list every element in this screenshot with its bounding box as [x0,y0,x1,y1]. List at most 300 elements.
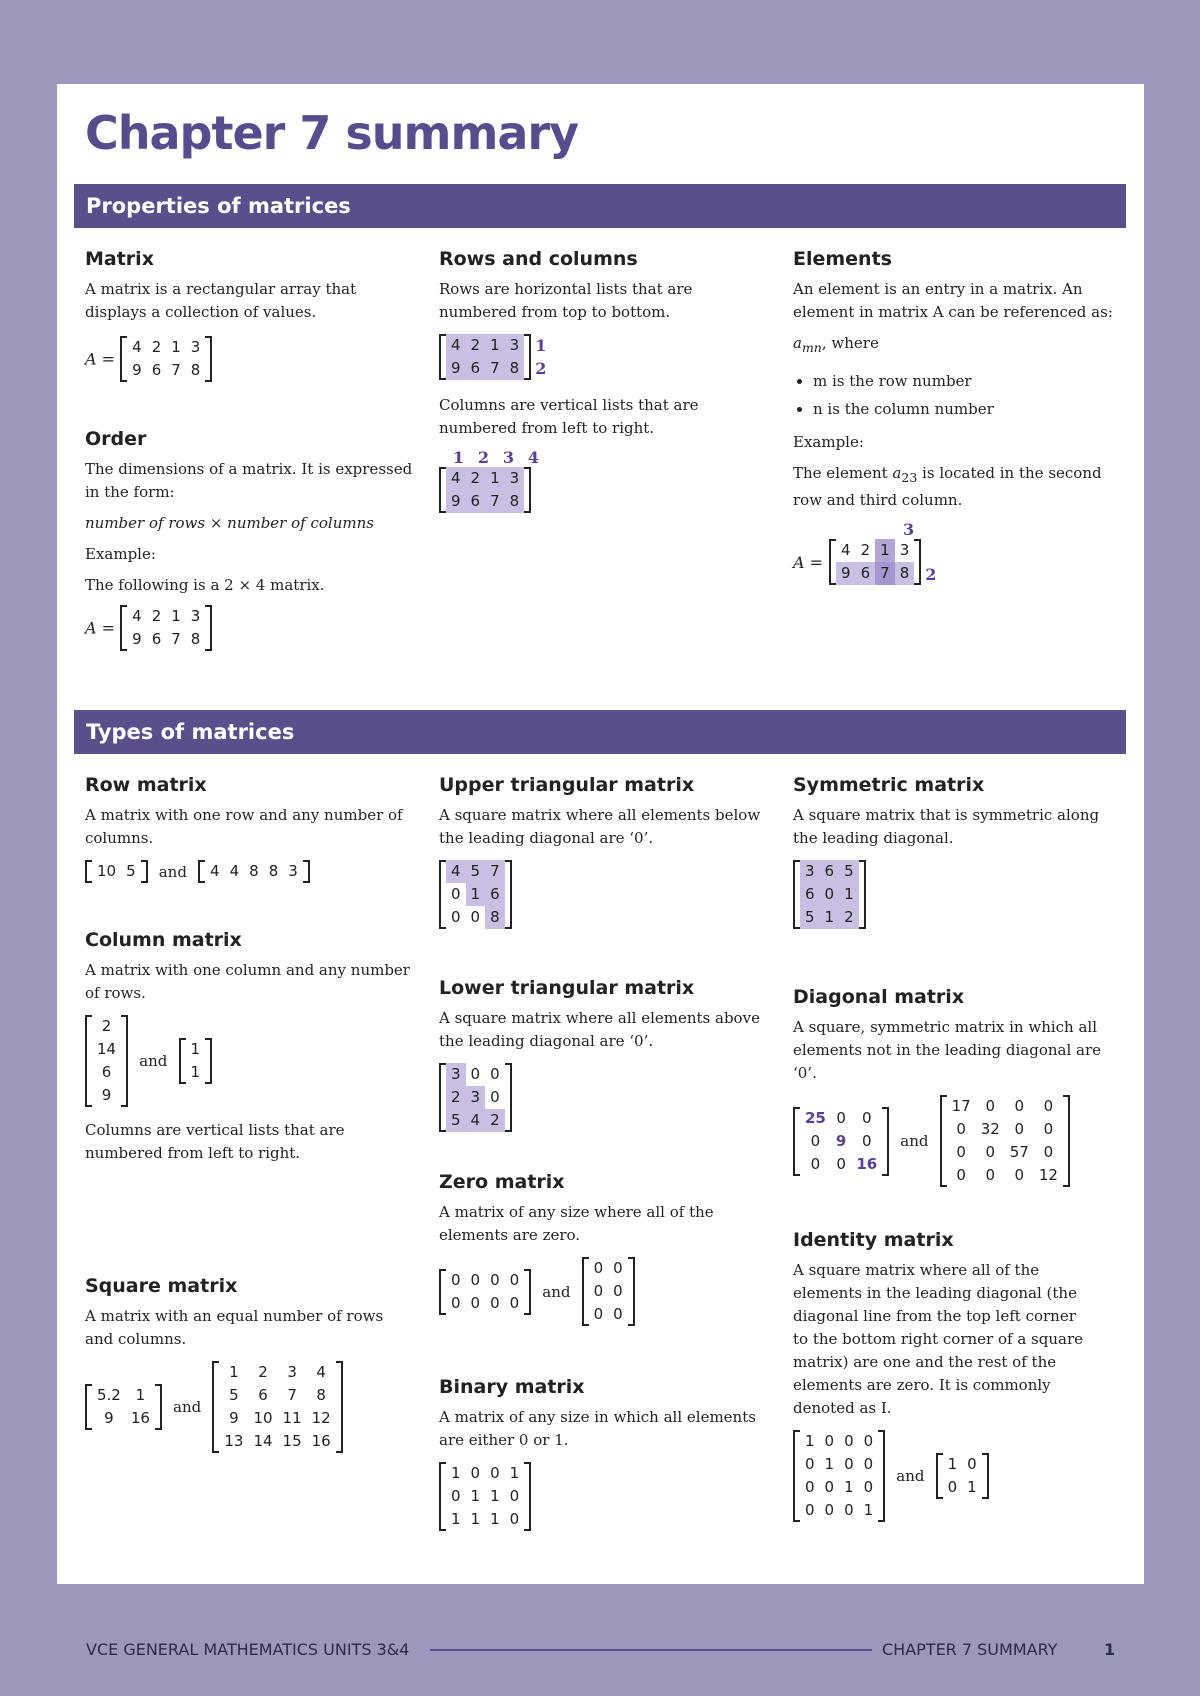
matrix-cell: 3 [800,860,820,883]
bracket-right [505,860,512,929]
matrix-cell: 8 [505,490,525,513]
bracket-right [982,1453,989,1499]
matrix-cell: 1 [967,1478,977,1496]
bracket-right [336,1361,343,1453]
matrix-cell: 6 [466,357,486,380]
bracket-left [198,860,205,883]
bracket-left [212,1361,219,1453]
matrix-cell: 9 [446,357,466,380]
matrix-cell: 14 [253,1432,273,1450]
rows-matrix [439,334,531,380]
matrix-cell: 14 [97,1040,117,1058]
col-number-2: 2 [477,448,490,467]
bracket-left [120,605,127,651]
heading-binary: Binary matrix [439,1376,585,1398]
matrix-cell: 1 [190,1063,201,1081]
matrix-cell: 0 [956,1143,966,1161]
bracket-right [155,1384,162,1430]
matrix-cell: 8 [190,361,201,379]
matrix-cell: 1 [490,1510,500,1528]
bracket-left [793,1430,800,1522]
matrix-cell: 3 [446,1063,466,1086]
matrix-cell: 6 [820,860,840,883]
bracket-left [85,1384,92,1430]
bracket-right [524,1462,531,1531]
block-binary [439,1376,769,1531]
bracket-right [1063,1095,1070,1187]
matrix-cell: 7 [485,490,505,513]
matrix-grid [446,334,524,380]
matrix-cell: 2 [446,1086,466,1109]
matrix-cell: 0 [490,1293,500,1312]
matrix-cell: 1 [466,883,486,906]
matrix-cell: 9 [835,1131,847,1150]
matrix-cell: 1 [509,1464,520,1482]
block-identity [793,1229,1093,1522]
diagonal-matrix-1 [793,1107,889,1176]
matrix-cell: 0 [490,1088,500,1106]
matrix-cell: 2 [485,1109,505,1132]
matrix-grid [800,860,859,929]
matrix-grid [205,860,303,883]
matrix-cell: 7 [485,357,505,380]
matrix-cell: 6 [151,630,162,648]
matrix-cell: 7 [171,361,181,379]
matrix-cell: 0 [956,1120,966,1138]
matrix-cell: 4 [446,860,466,883]
square-matrix-2 [212,1361,342,1453]
square-matrix-and: and [173,1398,202,1416]
matrix-cell: 0 [593,1305,604,1323]
page-title: Chapter 7 summary [85,106,579,160]
matrix-cell: 0 [824,1432,835,1450]
matrix-cell: 2 [258,1363,268,1381]
matrix-cell: 3 [288,862,298,880]
zero-matrix-2 [582,1257,635,1326]
matrix-cell: 9 [132,630,142,648]
matrix-grid [836,539,914,585]
matrix-cell: 0 [451,1487,461,1505]
matrix-cell: 7 [875,562,895,585]
text-identity: A square matrix where all of the elements in the leading diagonal (the diagonal line from the top left corner to the bottom right corner of a square matrix) are one and the rest of the elements are zero. It is commonly denoted as I. [793,1261,1083,1417]
matrix-cell: 6 [856,562,876,585]
matrix-grid [446,1063,505,1132]
matrix-cell: 1 [863,1501,874,1519]
bracket-left [793,1107,800,1176]
matrix-cell: 0 [824,1478,835,1496]
matrix-cell: 0 [1014,1166,1025,1184]
bracket-left [439,334,446,380]
matrix-cell: 0 [1043,1143,1054,1161]
matrix-cell: 8 [316,1386,326,1404]
bracket-right [141,860,148,883]
matrix-cell: 4 [132,607,142,625]
column-matrix-1 [85,1015,128,1107]
identity-matrix-1 [793,1430,885,1522]
block-rows-columns [439,248,769,513]
heading-column-matrix: Column matrix [85,929,242,951]
matrix-grid [800,1430,878,1522]
matrix-cell: 0 [805,1455,815,1473]
matrix-cell: 57 [1009,1143,1029,1161]
matrix-cell: 0 [490,1270,500,1289]
matrix-grid [947,1095,1063,1187]
row-number-2: 2 [535,359,547,378]
matrix-cell: 4 [316,1363,326,1381]
matrix-cell: 10 [253,1409,273,1427]
elements-bullets [793,367,1113,423]
matrix-cell: 0 [861,1108,872,1127]
matrix-cell: 17 [951,1097,971,1115]
matrix-cell: 0 [451,885,461,903]
matrix-cell: 0 [967,1455,977,1473]
order-example-text: The following is a 2 × 4 matrix. [85,576,325,594]
matrix-cell: 0 [863,1455,874,1473]
matrix-cell: 0 [836,1108,846,1127]
matrix-cell: 0 [810,1131,821,1150]
order-matrix [120,605,212,651]
matrix-cell: 1 [875,539,895,562]
heading-row-matrix: Row matrix [85,774,207,796]
matrix-cell: 5 [446,1109,466,1132]
text-order: The dimensions of a matrix. It is expressed in the form: [85,460,413,501]
section-band-properties: Properties of matrices [74,184,1126,228]
matrix-cell: 7 [171,630,181,648]
matrix-cell: 0 [863,1432,874,1450]
matrix-cell: 1 [451,1464,461,1482]
matrix-cell: 4 [466,1109,486,1132]
binary-matrix [439,1462,531,1531]
matrix-cell: 1 [451,1510,461,1528]
block-elements [793,248,1113,585]
matrix-cell: 1 [490,1487,500,1505]
bullet-column: • n is the column number [813,395,1113,423]
bracket-right [859,860,866,929]
elements-example-label: Example: [793,433,864,451]
elements-example-text: The element $a_{23}$ is located in the second row and third column. [793,464,1102,509]
matrix-grid [186,1038,206,1084]
text-columns: Columns are vertical lists that are numbered from left to right. [439,396,699,437]
matrix-cell: 0 [613,1282,623,1300]
bracket-left [936,1453,943,1499]
matrix-cell: 6 [485,883,505,906]
matrix-cell: 13 [224,1432,244,1450]
matrix-cell: 0 [810,1154,821,1173]
matrix-cell: 5 [800,906,820,929]
column-matrix-2 [179,1038,213,1084]
matrix-cell: 0 [490,1065,500,1083]
heading-diagonal: Diagonal matrix [793,986,965,1008]
identity-matrix-and: and [896,1467,925,1485]
bracket-right [303,860,310,883]
matrix-cell: 0 [490,1464,500,1482]
text-rows: Rows are horizontal lists that are numbered from top to bottom. [439,280,693,321]
matrix-cell: 5 [466,860,486,883]
matrix-cell: 4 [210,862,220,880]
bracket-left [940,1095,947,1187]
matrix-cell: 9 [101,1086,112,1104]
text-symmetric: A square matrix that is symmetric along the leading diagonal. [793,806,1100,847]
upper-matrix [439,860,512,929]
matrix-cell: 6 [151,361,162,379]
matrix-cell: 0 [470,1464,481,1482]
matrix-cell: 10 [97,862,117,880]
matrix-cell: 5 [839,860,859,883]
matrix-cell: 3 [190,607,201,625]
matrix-cell: 4 [446,334,466,357]
bracket-right [205,336,212,382]
bracket-right [205,605,212,651]
matrix-cell: 4 [841,541,851,559]
matrix-cell: 0 [509,1510,520,1528]
matrix-cell: 25 [805,1108,826,1127]
matrix-cell: 0 [844,1455,854,1473]
matrix-cell: 0 [451,908,461,926]
matrix-cell: 4 [446,467,466,490]
matrix-cell: 0 [470,1065,481,1083]
bracket-left [439,1063,446,1132]
col-number-4: 4 [527,448,540,467]
column-matrix-and: and [139,1052,168,1070]
matrix-cell: 6 [101,1063,112,1081]
bracket-left [85,860,92,883]
text-zero: A matrix of any size where all of the elements are zero. [439,1203,714,1244]
matrix-cell: 1 [824,1455,835,1473]
matrix-cell: 0 [451,1270,461,1289]
matrix-cell: 1 [470,1510,481,1528]
matrix-cell: 0 [824,1501,835,1519]
matrix-grid [589,1257,628,1326]
matrix-cell: 8 [505,357,525,380]
order-form: number of rows × number of columns [85,514,374,532]
order-example-label: Example: [85,545,156,563]
matrix-cell: 16 [311,1432,331,1450]
matrix-cell: 7 [485,860,505,883]
matrix-grid [92,1384,155,1430]
columns-matrix [439,467,531,513]
bracket-right [882,1107,889,1176]
matrix-var: A = [85,349,116,369]
bracket-left [85,1015,92,1107]
elements-var: A = [793,552,824,572]
bracket-left [120,336,127,382]
text-matrix: A matrix is a rectangular array that displays a collection of values. [85,280,357,321]
block-matrix [85,248,415,382]
matrix-cell: 1 [485,334,505,357]
block-upper [439,774,769,929]
bracket-right [505,1063,512,1132]
matrix-cell: 11 [282,1409,302,1427]
matrix-cell: 0 [863,1478,874,1496]
bullet-row: • m is the row number [813,367,1113,395]
matrix-cell: 1 [229,1363,239,1381]
bracket-left [439,1269,446,1315]
matrix-cell: 0 [1043,1120,1054,1138]
matrix-cell: 0 [956,1166,966,1184]
matrix-cell: 9 [104,1409,114,1427]
footer-right: CHAPTER 7 SUMMARY [882,1640,1058,1659]
matrix-cell: 5 [126,862,136,880]
matrix-cell: 2 [101,1017,112,1035]
bracket-right [524,334,531,380]
matrix-cell: 3 [505,334,525,357]
heading-elements: Elements [793,248,892,270]
matrix-cell: 0 [593,1259,604,1277]
matrix-cell: 12 [311,1409,331,1427]
matrix-grid [127,605,205,651]
heading-lower: Lower triangular matrix [439,977,695,999]
matrix-cell: 5.2 [97,1386,121,1404]
text-row-matrix: A matrix with one row and any number of columns. [85,806,403,847]
section-band-types: Types of matrices [74,710,1126,754]
matrix-cell: 1 [805,1432,815,1450]
bracket-right [524,1269,531,1315]
matrix-cell: 6 [466,490,486,513]
matrix-grid [446,1462,524,1531]
elements-matrix [829,539,921,585]
matrix-cell: 1 [820,906,840,929]
col-number-3: 3 [502,448,515,467]
matrix-cell: 2 [466,467,486,490]
matrix-cell: 0 [470,1293,481,1312]
order-var: A = [85,618,116,638]
matrix-cell: 9 [229,1409,239,1427]
matrix-cell: 0 [509,1293,520,1312]
text-square-matrix: A matrix with an equal number of rows and columns. [85,1307,384,1348]
matrix-grid [800,1107,882,1176]
heading-upper: Upper triangular matrix [439,774,695,796]
matrix-cell: 1 [171,607,181,625]
matrix-cell: 3 [190,338,201,356]
heading-identity: Identity matrix [793,1229,954,1251]
text-diagonal: A square, symmetric matrix in which all elements not in the leading diagonal are ‘0’. [793,1018,1102,1082]
matrix-cell: 0 [844,1432,854,1450]
matrix-cell: 8 [485,906,505,929]
matrix-cell: 0 [985,1143,995,1161]
row-matrix-2 [198,860,310,883]
block-zero [439,1171,769,1326]
matrix-cell: 2 [466,334,486,357]
text-column-matrix: A matrix with one column and any number of rows. [85,961,410,1002]
matrix-cell: 0 [805,1478,815,1496]
heading-order: Order [85,428,147,450]
matrix-cell: 0 [820,883,840,906]
matrix-cell: 1 [839,883,859,906]
matrix-grid [92,860,141,883]
symmetric-matrix [793,860,866,929]
block-symmetric [793,774,1113,929]
matrix-grid [127,336,205,382]
zero-matrix-1 [439,1269,531,1315]
matrix-cell: 0 [613,1259,623,1277]
block-square-matrix [85,1275,415,1453]
matrix-cell: 1 [485,467,505,490]
row-matrix-and: and [158,862,187,881]
bracket-right [121,1015,128,1107]
text-upper: A square matrix where all elements below the leading diagonal are ‘0’. [439,806,761,847]
column-matrix-note: Columns are vertical lists that are numbered from left to right. [85,1121,345,1162]
matrix-cell: 0 [836,1154,846,1173]
matrix-grid [219,1361,335,1453]
col-number-1: 1 [452,448,465,467]
matrix-cell: 0 [1014,1120,1025,1138]
lower-matrix [439,1063,512,1132]
bracket-left [179,1038,186,1084]
text-binary: A matrix of any size in which all elements are either 0 or 1. [439,1408,756,1449]
matrix-cell: 0 [509,1487,520,1505]
matrix-cell: 0 [509,1270,520,1289]
matrix-cell: 1 [171,338,181,356]
heading-zero: Zero matrix [439,1171,565,1193]
block-order [85,428,415,651]
matrix-cell: 3 [287,1363,297,1381]
matrix-cell: 8 [268,862,279,880]
matrix-cell: 1 [190,1040,201,1058]
matrix-grid [446,1269,524,1315]
matrix-cell: 1 [135,1386,146,1404]
matrix-cell: 0 [985,1166,995,1184]
element-notation: $a_{mn}$, where [793,334,879,355]
matrix-cell: 5 [229,1386,239,1404]
matrix-cell: 2 [839,906,859,929]
matrix-cell: 2 [151,338,162,356]
bracket-left [793,860,800,929]
element-row-label: 2 [925,564,937,584]
bracket-right [628,1257,635,1326]
matrix-cell: 3 [899,541,910,559]
matrix-cell: 16 [130,1409,150,1427]
matrix-cell: 0 [593,1282,604,1300]
footer-left: VCE GENERAL MATHEMATICS UNITS 3&4 [86,1640,410,1659]
bracket-right [524,467,531,513]
matrix-cell: 9 [132,361,142,379]
matrix-cell: 0 [613,1305,623,1323]
bracket-left [439,1462,446,1531]
square-matrix-1 [85,1384,162,1430]
matrix-cell: 15 [282,1432,302,1450]
matrix-cell: 3 [466,1086,486,1109]
matrix-cell: 32 [980,1120,1000,1138]
row-matrix-1 [85,860,148,883]
matrix-cell: 2 [860,541,871,559]
bracket-left [439,860,446,929]
matrix-grid [92,1015,121,1107]
footer-rule [430,1649,872,1651]
bracket-left [439,467,446,513]
block-diagonal [793,986,1113,1187]
bracket-right [205,1038,212,1084]
heading-rows-columns: Rows and columns [439,248,638,270]
matrix-cell: 0 [805,1501,815,1519]
matrix-cell: 8 [895,562,915,585]
matrix-cell: 12 [1038,1166,1058,1184]
matrix-cell: 1 [844,1478,854,1496]
matrix-cell: 1 [470,1487,481,1505]
block-column-matrix [85,929,415,1173]
footer-page-number: 1 [1104,1640,1116,1659]
bracket-right [914,539,921,585]
matrix-cell: 8 [190,630,201,648]
heading-symmetric: Symmetric matrix [793,774,985,796]
summary-page [57,84,1144,1584]
matrix-cell: 3 [505,467,525,490]
diagonal-matrix-2 [940,1095,1070,1187]
text-elements: An element is an entry in a matrix. An element in matrix A can be referenced as: [793,280,1113,321]
matrix-grid [446,860,505,929]
matrix-cell: 0 [844,1501,854,1519]
matrix-cell: 6 [258,1386,268,1404]
matrix-cell: 4 [229,862,240,880]
